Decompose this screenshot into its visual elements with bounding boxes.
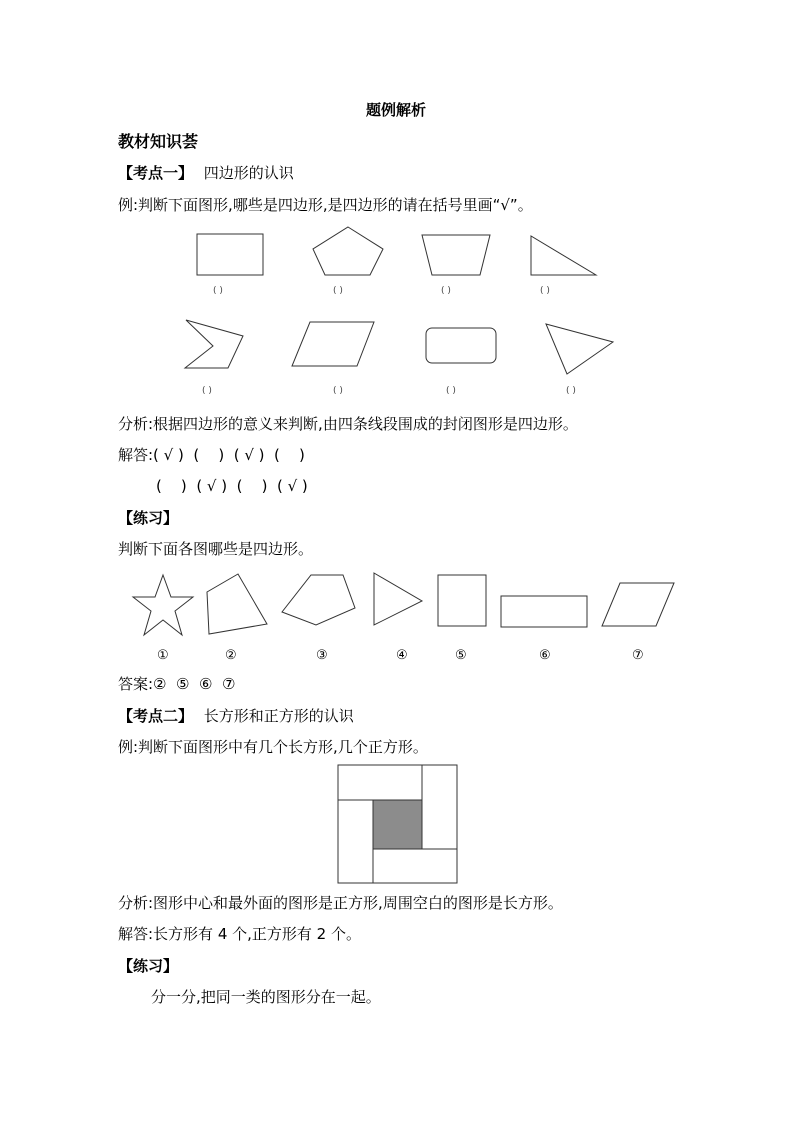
point1-name: 四边形的认识: [203, 164, 294, 182]
shape-number: ①: [157, 648, 169, 663]
blank-paren[interactable]: ( ): [540, 286, 550, 296]
practice-shape-star: [133, 575, 193, 635]
practice1-label: 【练习】: [118, 509, 179, 527]
point2-answer: 解答:长方形有 4 个,正方形有 2 个。: [118, 925, 361, 943]
section-heading: 教材知识荟: [118, 132, 199, 151]
point2-bracket: 【考点二】: [118, 707, 194, 725]
practice-shape-triangle: [374, 573, 422, 625]
practice-shape-pentagon: [282, 575, 355, 625]
shape-rectangle: [197, 234, 263, 275]
practice2-prompt: 分一分,把同一类的图形分在一起。: [151, 988, 381, 1006]
blank-paren[interactable]: ( ): [566, 386, 576, 396]
page-title: 题例解析: [366, 101, 427, 119]
shape-number: ⑤: [455, 648, 467, 663]
point2-heading: [118, 709, 354, 724]
shape-parallelogram: [292, 322, 374, 366]
point2-example: 例:判断下面图形中有几个长方形,几个正方形。: [118, 738, 428, 756]
practice-shape-rectangle: [501, 596, 587, 627]
point1-answer-row2: ( ) ( √ ) ( ) ( √ ): [156, 477, 308, 495]
blank-paren[interactable]: ( ): [202, 386, 212, 396]
shape-trapezoid: [422, 235, 490, 275]
point1-example: 例:判断下面图形,哪些是四边形,是四边形的请在括号里画“√”。: [118, 196, 533, 214]
point1-answer-row1: 解答:( √ ) ( ) ( √ ) ( ): [118, 446, 305, 464]
shape-triangle: [531, 236, 596, 275]
blank-paren[interactable]: ( ): [446, 386, 456, 396]
point1-analysis: 分析:根据四边形的意义来判断,由四条线段围成的封闭图形是四边形。: [118, 415, 578, 433]
shape-rounded-rectangle: [426, 328, 496, 363]
blank-paren[interactable]: ( ): [333, 386, 343, 396]
practice1-answer: 答案:② ⑤ ⑥ ⑦: [118, 675, 236, 693]
point2-name: 长方形和正方形的认识: [203, 707, 354, 725]
practice1-prompt: 判断下面各图哪些是四边形。: [118, 540, 314, 558]
practice-shape-square: [438, 575, 486, 626]
shape-number: ④: [396, 648, 408, 663]
center-square: [373, 800, 422, 849]
shape-pentagon: [313, 227, 383, 275]
shape-number: ②: [225, 648, 237, 663]
blank-paren[interactable]: ( ): [333, 286, 343, 296]
practice2-label: 【练习】: [118, 957, 179, 975]
blank-paren[interactable]: ( ): [441, 286, 451, 296]
point1-bracket: 【考点一】: [118, 164, 194, 182]
shape-number: ⑥: [539, 648, 551, 663]
practice-shape-quadrilateral: [207, 574, 267, 634]
shape-number: ⑦: [632, 648, 644, 663]
blank-paren[interactable]: ( ): [213, 286, 223, 296]
shape-kite-quadrilateral: [546, 324, 613, 374]
point2-analysis: 分析:图形中心和最外面的图形是正方形,周围空白的图形是长方形。: [118, 894, 563, 912]
practice-shape-parallelogram: [602, 583, 674, 626]
shape-concave-pentagon: [185, 320, 243, 368]
shape-number: ③: [316, 648, 328, 663]
